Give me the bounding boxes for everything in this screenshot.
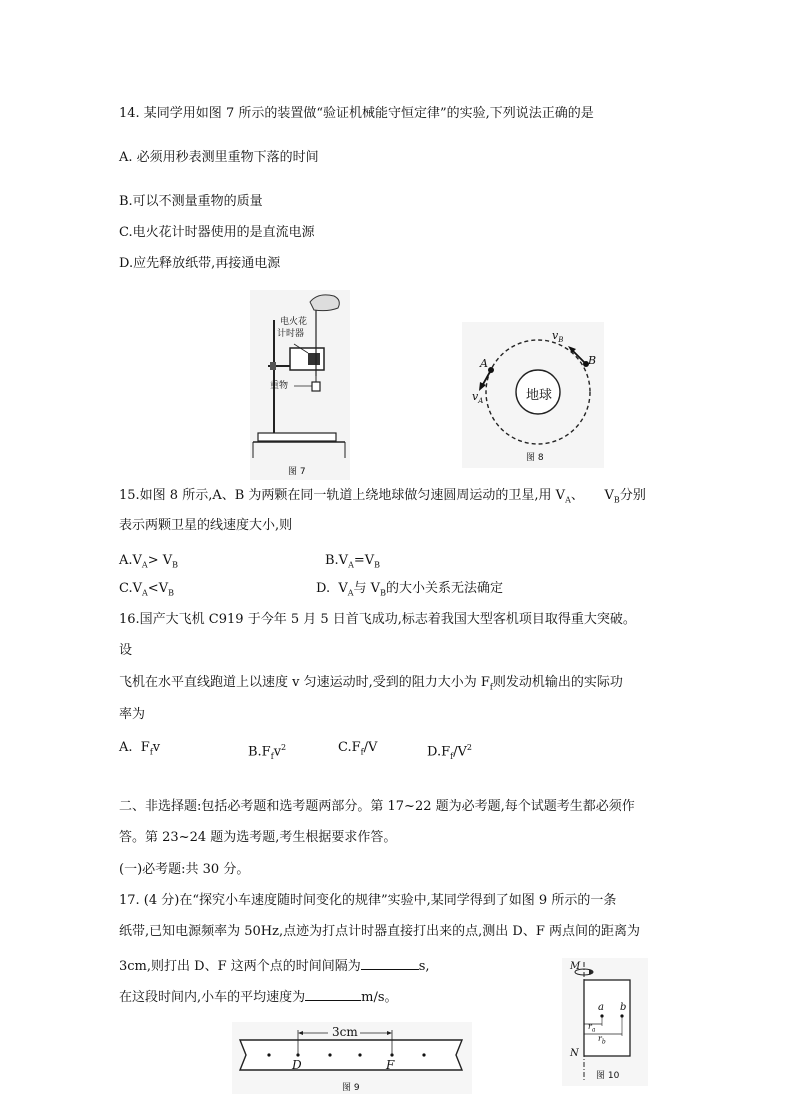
q17-line-4: 在这段时间内,小车的平均速度为 m/s。 [119, 990, 398, 1005]
fig8-caption: 图 8 [526, 453, 544, 463]
q16-option-b: $B.F_fv^2$ [248, 743, 287, 761]
q16-stem-line-4: 率为 [119, 707, 146, 722]
figure-7 [250, 290, 350, 480]
fig10-label-ra: $r_a$ [588, 1022, 596, 1034]
q14-option-a: A. 必须用秒表测里重物下落的时间 [119, 150, 319, 165]
q15-option-b: $B.V_A=V_B$ [325, 553, 381, 570]
fig8-label-b: B [588, 354, 597, 367]
q15-option-a: $A.V_A> V_B$ [119, 553, 179, 570]
fig7-label-weight: 重物 [270, 381, 289, 391]
q17-line-2: 纸带,已知电源频率为 50Hz,点迹为打点计时器直接打出来的点,测出 D、F 两点间的距离为 [119, 924, 640, 939]
q16-option-c: $C.F_f/V$ [338, 740, 378, 757]
fig8-label-vb: $v_B$ [552, 329, 564, 345]
q14-option-d: D.应先释放纸带,再接通电源 [119, 256, 281, 271]
section2-line-1: 二、非选择题:包括必考题和选考题两部分。第 17~22 题为必考题,每个试题考生都必须作 [119, 799, 635, 814]
fig9-label-f: F [386, 1058, 395, 1072]
q15-option-d: D. $V_A$与 $V_B$的大小关系无法确定 [316, 581, 503, 598]
fig8-label-earth: 地球 [526, 388, 553, 403]
figure-10-drawing [562, 958, 648, 1086]
fig10-label-m: M [570, 961, 581, 972]
figure-9 [232, 1022, 472, 1094]
fig9-label-dist: 3cm [332, 1025, 358, 1039]
q16-option-d: $D.F_f/V^2$ [427, 743, 472, 761]
q15-option-c: $C.V_A<V_B$ [119, 581, 174, 598]
fig7-caption: 图 7 [288, 467, 306, 477]
fig10-label-n: N [570, 1048, 579, 1059]
q17-line-3: 3cm,则打出 D、F 这两个点的时间间隔为 s, [119, 959, 430, 974]
fig10-caption: 图 10 [596, 1071, 620, 1081]
q16-stem-line-1: 16.国产大飞机 C919 于今年 5 月 5 日首飞成功,标志着我国大型客机项目取得重大突破。 [119, 612, 636, 627]
fig8-label-a: A [480, 357, 488, 370]
figure-8 [462, 322, 604, 468]
q16-option-a: A. $F_fv$ [119, 740, 161, 757]
q14-option-c: C.电火花计时器使用的是直流电源 [119, 225, 315, 240]
fig9-caption: 图 9 [342, 1083, 360, 1093]
q16-stem-line-3: 飞机在水平直线跑道上以速度 v 匀速运动时,受到的阻力大小为 $F_f$则发动机输出的实际功 [119, 675, 623, 692]
q14-stem: 14. 某同学用如图 7 所示的装置做“验证机械能守恒定律”的实验,下列说法正确的是 [119, 106, 594, 121]
q15-stem-line-2: 表示两颗卫星的线速度大小,则 [119, 518, 293, 533]
fig8-label-va: $v_A$ [472, 390, 484, 406]
fig10-label-a: a [598, 1002, 604, 1013]
q17-blank-time [361, 957, 419, 970]
section2-line-3: (一)必考题:共 30 分。 [119, 862, 250, 877]
figure-10 [562, 958, 648, 1086]
section2-line-2: 答。第 23~24 题为选考题,考生根据要求作答。 [119, 830, 397, 845]
q15-stem-line-1: 15.如图 8 所示,A、B 为两颗在同一轨道上绕地球做匀速圆周运动的卫星,用 $V_A$、 $V_B$分别 [119, 488, 646, 505]
fig10-label-b: b [620, 1002, 627, 1013]
q17-blank-speed [305, 988, 361, 1001]
fig7-label-timer-2: 计时器 [277, 329, 305, 339]
fig9-label-d: D [292, 1058, 302, 1072]
q16-stem-line-2: 设 [119, 643, 133, 658]
q14-option-b: B.可以不测量重物的质量 [119, 194, 263, 209]
fig7-label-timer-1: 电火花 [280, 317, 308, 327]
fig10-label-rb: $r_b$ [598, 1034, 606, 1046]
q17-line-1: 17. (4 分)在“探究小车速度随时间变化的规律”实验中,某同学得到了如图 9 所示的一条 [119, 893, 617, 908]
